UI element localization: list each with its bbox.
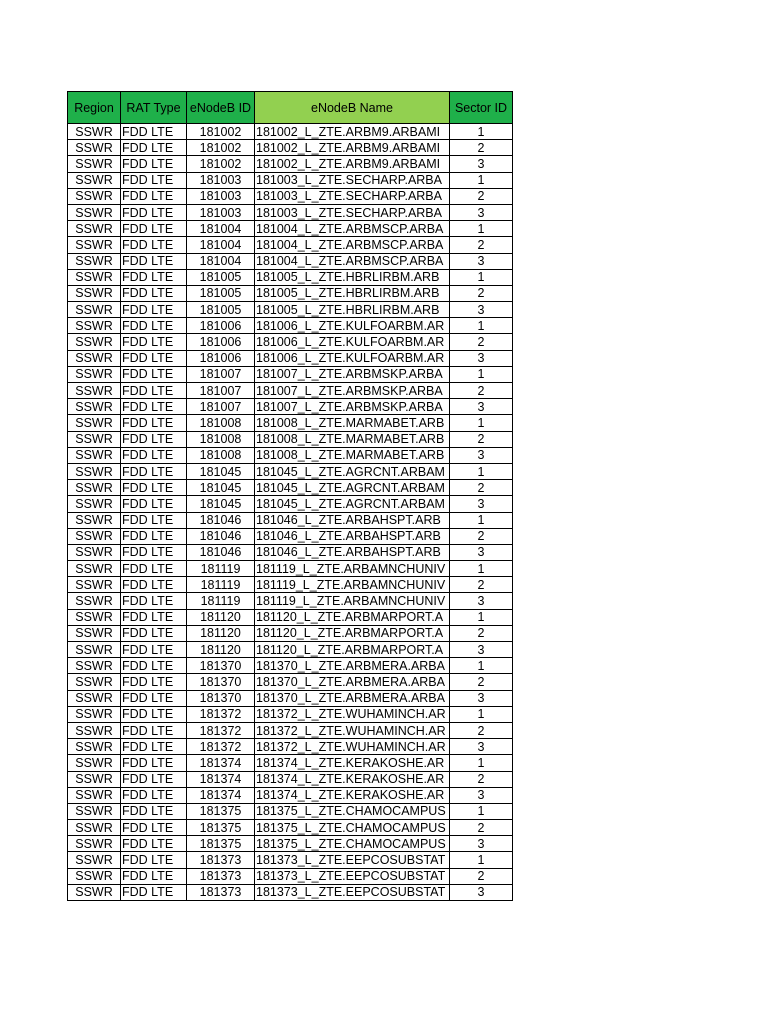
cell-enodeb-name[interactable]: 181120_L_ZTE.ARBMARPORT.A xyxy=(255,642,450,658)
table-row xyxy=(68,334,513,350)
cell-sector-id[interactable]: 3 xyxy=(450,690,513,706)
table-row xyxy=(68,642,513,658)
cell-enodeb-name[interactable]: 181373_L_ZTE.EEPCOSUBSTAT xyxy=(255,852,450,868)
cell-enodeb-name[interactable]: 181005_L_ZTE.HBRLIRBM.ARB xyxy=(255,269,450,285)
header-enodeb-name[interactable]: eNodeB Name xyxy=(255,92,450,124)
cell-enodeb-name[interactable]: 181375_L_ZTE.CHAMOCAMPUS xyxy=(255,803,450,819)
cell-enodeb-id[interactable]: 181120 xyxy=(187,625,255,641)
cell-rat-type[interactable]: FDD LTE xyxy=(121,625,187,641)
cell-enodeb-id[interactable]: 181007 xyxy=(187,366,255,382)
cell-enodeb-name[interactable]: 181007_L_ZTE.ARBMSKP.ARBA xyxy=(255,383,450,399)
cell-enodeb-name[interactable]: 181007_L_ZTE.ARBMSKP.ARBA xyxy=(255,366,450,382)
cell-rat-type[interactable]: FDD LTE xyxy=(121,868,187,884)
cell-region[interactable]: SSWR xyxy=(68,658,121,674)
cell-rat-type[interactable]: FDD LTE xyxy=(121,188,187,204)
cell-sector-id[interactable]: 2 xyxy=(450,868,513,884)
cell-region[interactable]: SSWR xyxy=(68,803,121,819)
table-row xyxy=(68,463,513,479)
cell-rat-type[interactable]: FDD LTE xyxy=(121,739,187,755)
cell-enodeb-name[interactable]: 181370_L_ZTE.ARBMERA.ARBA xyxy=(255,674,450,690)
cell-region[interactable]: SSWR xyxy=(68,156,121,172)
cell-enodeb-id[interactable]: 181005 xyxy=(187,302,255,318)
cell-sector-id[interactable]: 3 xyxy=(450,496,513,512)
cell-sector-id[interactable]: 3 xyxy=(450,544,513,560)
sector-table xyxy=(67,91,513,901)
cell-sector-id[interactable]: 3 xyxy=(450,787,513,803)
cell-rat-type[interactable]: FDD LTE xyxy=(121,318,187,334)
cell-enodeb-id[interactable]: 181370 xyxy=(187,690,255,706)
cell-sector-id[interactable]: 1 xyxy=(450,366,513,382)
cell-rat-type[interactable]: FDD LTE xyxy=(121,496,187,512)
cell-sector-id[interactable]: 1 xyxy=(450,803,513,819)
cell-enodeb-name[interactable]: 181045_L_ZTE.AGRCNT.ARBAM xyxy=(255,496,450,512)
header-region[interactable]: Region xyxy=(68,92,121,124)
cell-rat-type[interactable]: FDD LTE xyxy=(121,512,187,528)
cell-enodeb-name[interactable]: 181003_L_ZTE.SECHARP.ARBA xyxy=(255,188,450,204)
cell-sector-id[interactable]: 2 xyxy=(450,577,513,593)
table-row xyxy=(68,755,513,771)
cell-rat-type[interactable]: FDD LTE xyxy=(121,755,187,771)
table-row xyxy=(68,852,513,868)
cell-region[interactable]: SSWR xyxy=(68,253,121,269)
cell-region[interactable]: SSWR xyxy=(68,868,121,884)
cell-enodeb-id[interactable]: 181002 xyxy=(187,140,255,156)
cell-sector-id[interactable]: 2 xyxy=(450,334,513,350)
cell-rat-type[interactable]: FDD LTE xyxy=(121,221,187,237)
cell-region[interactable]: SSWR xyxy=(68,188,121,204)
table-row xyxy=(68,722,513,738)
cell-rat-type[interactable]: FDD LTE xyxy=(121,852,187,868)
cell-enodeb-id[interactable]: 181006 xyxy=(187,318,255,334)
cell-enodeb-name[interactable]: 181002_L_ZTE.ARBM9.ARBAMI xyxy=(255,140,450,156)
cell-sector-id[interactable]: 1 xyxy=(450,609,513,625)
cell-enodeb-id[interactable]: 181002 xyxy=(187,124,255,140)
cell-sector-id[interactable]: 3 xyxy=(450,836,513,852)
table-row xyxy=(68,625,513,641)
table-row xyxy=(68,302,513,318)
cell-sector-id[interactable]: 1 xyxy=(450,561,513,577)
cell-rat-type[interactable]: FDD LTE xyxy=(121,884,187,900)
cell-rat-type[interactable]: FDD LTE xyxy=(121,124,187,140)
cell-region[interactable]: SSWR xyxy=(68,366,121,382)
cell-sector-id[interactable]: 3 xyxy=(450,884,513,900)
cell-rat-type[interactable]: FDD LTE xyxy=(121,366,187,382)
table-row xyxy=(68,771,513,787)
table-body xyxy=(68,124,513,901)
table-row xyxy=(68,609,513,625)
cell-sector-id[interactable]: 2 xyxy=(450,528,513,544)
cell-region[interactable]: SSWR xyxy=(68,399,121,415)
cell-sector-id[interactable]: 2 xyxy=(450,625,513,641)
cell-enodeb-name[interactable]: 181004_L_ZTE.ARBMSCP.ARBA xyxy=(255,253,450,269)
cell-region[interactable]: SSWR xyxy=(68,237,121,253)
cell-enodeb-id[interactable]: 181008 xyxy=(187,415,255,431)
cell-enodeb-id[interactable]: 181045 xyxy=(187,496,255,512)
cell-enodeb-name[interactable]: 181045_L_ZTE.AGRCNT.ARBAM xyxy=(255,463,450,479)
cell-sector-id[interactable]: 2 xyxy=(450,285,513,301)
cell-region[interactable]: SSWR xyxy=(68,609,121,625)
cell-sector-id[interactable]: 2 xyxy=(450,771,513,787)
cell-region[interactable]: SSWR xyxy=(68,722,121,738)
cell-enodeb-name[interactable]: 181120_L_ZTE.ARBMARPORT.A xyxy=(255,609,450,625)
cell-enodeb-name[interactable]: 181372_L_ZTE.WUHAMINCH.AR xyxy=(255,722,450,738)
cell-region[interactable]: SSWR xyxy=(68,706,121,722)
cell-region[interactable]: SSWR xyxy=(68,755,121,771)
cell-enodeb-id[interactable]: 181003 xyxy=(187,172,255,188)
cell-enodeb-name[interactable]: 181006_L_ZTE.KULFOARBM.AR xyxy=(255,318,450,334)
cell-rat-type[interactable]: FDD LTE xyxy=(121,820,187,836)
table-row xyxy=(68,803,513,819)
cell-sector-id[interactable]: 2 xyxy=(450,431,513,447)
cell-enodeb-id[interactable]: 181005 xyxy=(187,285,255,301)
cell-enodeb-id[interactable]: 181119 xyxy=(187,577,255,593)
cell-region[interactable]: SSWR xyxy=(68,739,121,755)
header-row xyxy=(68,92,513,124)
cell-enodeb-name[interactable]: 181006_L_ZTE.KULFOARBM.AR xyxy=(255,334,450,350)
cell-enodeb-id[interactable]: 181005 xyxy=(187,269,255,285)
cell-region[interactable]: SSWR xyxy=(68,447,121,463)
cell-rat-type[interactable]: FDD LTE xyxy=(121,350,187,366)
cell-enodeb-id[interactable]: 181008 xyxy=(187,447,255,463)
cell-enodeb-id[interactable]: 181374 xyxy=(187,755,255,771)
cell-sector-id[interactable]: 2 xyxy=(450,820,513,836)
table-row xyxy=(68,204,513,220)
cell-enodeb-name[interactable]: 181370_L_ZTE.ARBMERA.ARBA xyxy=(255,690,450,706)
cell-enodeb-name[interactable]: 181374_L_ZTE.KERAKOSHE.AR xyxy=(255,771,450,787)
cell-enodeb-id[interactable]: 181120 xyxy=(187,642,255,658)
cell-enodeb-name[interactable]: 181373_L_ZTE.EEPCOSUBSTAT xyxy=(255,884,450,900)
cell-sector-id[interactable]: 2 xyxy=(450,140,513,156)
cell-sector-id[interactable]: 3 xyxy=(450,642,513,658)
cell-rat-type[interactable]: FDD LTE xyxy=(121,415,187,431)
cell-sector-id[interactable]: 3 xyxy=(450,253,513,269)
cell-enodeb-id[interactable]: 181003 xyxy=(187,188,255,204)
table-row xyxy=(68,140,513,156)
table-row xyxy=(68,124,513,140)
cell-region[interactable]: SSWR xyxy=(68,884,121,900)
table-row xyxy=(68,528,513,544)
cell-region[interactable]: SSWR xyxy=(68,496,121,512)
cell-enodeb-name[interactable]: 181004_L_ZTE.ARBMSCP.ARBA xyxy=(255,221,450,237)
table-row xyxy=(68,383,513,399)
cell-region[interactable]: SSWR xyxy=(68,674,121,690)
cell-rat-type[interactable]: FDD LTE xyxy=(121,642,187,658)
cell-region[interactable]: SSWR xyxy=(68,463,121,479)
table-row xyxy=(68,366,513,382)
cell-enodeb-name[interactable]: 181002_L_ZTE.ARBM9.ARBAMI xyxy=(255,124,450,140)
cell-enodeb-name[interactable]: 181008_L_ZTE.MARMABET.ARB xyxy=(255,431,450,447)
cell-region[interactable]: SSWR xyxy=(68,318,121,334)
cell-enodeb-name[interactable]: 181119_L_ZTE.ARBAMNCHUNIV xyxy=(255,561,450,577)
cell-rat-type[interactable]: FDD LTE xyxy=(121,204,187,220)
table-row xyxy=(68,884,513,900)
cell-sector-id[interactable]: 1 xyxy=(450,852,513,868)
table-row xyxy=(68,269,513,285)
cell-enodeb-id[interactable]: 181046 xyxy=(187,544,255,560)
cell-enodeb-name[interactable]: 181003_L_ZTE.SECHARP.ARBA xyxy=(255,172,450,188)
cell-region[interactable]: SSWR xyxy=(68,415,121,431)
cell-rat-type[interactable]: FDD LTE xyxy=(121,544,187,560)
table-row xyxy=(68,658,513,674)
cell-enodeb-id[interactable]: 181373 xyxy=(187,868,255,884)
cell-sector-id[interactable]: 1 xyxy=(450,463,513,479)
table-row xyxy=(68,706,513,722)
cell-region[interactable]: SSWR xyxy=(68,820,121,836)
cell-sector-id[interactable]: 1 xyxy=(450,512,513,528)
table-row xyxy=(68,544,513,560)
table-row xyxy=(68,350,513,366)
cell-rat-type[interactable]: FDD LTE xyxy=(121,690,187,706)
cell-region[interactable]: SSWR xyxy=(68,625,121,641)
cell-enodeb-id[interactable]: 181004 xyxy=(187,237,255,253)
cell-rat-type[interactable]: FDD LTE xyxy=(121,431,187,447)
cell-enodeb-name[interactable]: 181006_L_ZTE.KULFOARBM.AR xyxy=(255,350,450,366)
cell-enodeb-name[interactable]: 181372_L_ZTE.WUHAMINCH.AR xyxy=(255,706,450,722)
cell-rat-type[interactable]: FDD LTE xyxy=(121,140,187,156)
cell-rat-type[interactable]: FDD LTE xyxy=(121,593,187,609)
cell-enodeb-id[interactable]: 181120 xyxy=(187,609,255,625)
table-row xyxy=(68,253,513,269)
cell-rat-type[interactable]: FDD LTE xyxy=(121,334,187,350)
cell-enodeb-id[interactable]: 181375 xyxy=(187,836,255,852)
cell-region[interactable]: SSWR xyxy=(68,528,121,544)
cell-region[interactable]: SSWR xyxy=(68,350,121,366)
table-row xyxy=(68,690,513,706)
cell-rat-type[interactable]: FDD LTE xyxy=(121,528,187,544)
cell-enodeb-name[interactable]: 181374_L_ZTE.KERAKOSHE.AR xyxy=(255,787,450,803)
table-row xyxy=(68,674,513,690)
cell-rat-type[interactable]: FDD LTE xyxy=(121,577,187,593)
cell-rat-type[interactable]: FDD LTE xyxy=(121,787,187,803)
cell-enodeb-name[interactable]: 181004_L_ZTE.ARBMSCP.ARBA xyxy=(255,237,450,253)
cell-sector-id[interactable]: 3 xyxy=(450,447,513,463)
cell-region[interactable]: SSWR xyxy=(68,852,121,868)
header-sector-id[interactable]: Sector ID xyxy=(450,92,513,124)
cell-sector-id[interactable]: 2 xyxy=(450,188,513,204)
cell-region[interactable]: SSWR xyxy=(68,431,121,447)
cell-enodeb-name[interactable]: 181008_L_ZTE.MARMABET.ARB xyxy=(255,415,450,431)
cell-rat-type[interactable]: FDD LTE xyxy=(121,269,187,285)
table-row xyxy=(68,188,513,204)
cell-rat-type[interactable]: FDD LTE xyxy=(121,803,187,819)
cell-sector-id[interactable]: 2 xyxy=(450,237,513,253)
cell-sector-id[interactable]: 1 xyxy=(450,318,513,334)
cell-rat-type[interactable]: FDD LTE xyxy=(121,383,187,399)
cell-enodeb-id[interactable]: 181119 xyxy=(187,593,255,609)
cell-sector-id[interactable]: 1 xyxy=(450,124,513,140)
cell-sector-id[interactable]: 3 xyxy=(450,302,513,318)
cell-sector-id[interactable]: 2 xyxy=(450,480,513,496)
cell-sector-id[interactable]: 1 xyxy=(450,658,513,674)
cell-enodeb-name[interactable]: 181007_L_ZTE.ARBMSKP.ARBA xyxy=(255,399,450,415)
cell-enodeb-id[interactable]: 181003 xyxy=(187,204,255,220)
cell-region[interactable]: SSWR xyxy=(68,334,121,350)
cell-enodeb-id[interactable]: 181370 xyxy=(187,658,255,674)
table-row xyxy=(68,447,513,463)
cell-region[interactable]: SSWR xyxy=(68,285,121,301)
cell-sector-id[interactable]: 2 xyxy=(450,383,513,399)
cell-enodeb-id[interactable]: 181374 xyxy=(187,771,255,787)
cell-enodeb-name[interactable]: 181005_L_ZTE.HBRLIRBM.ARB xyxy=(255,285,450,301)
cell-rat-type[interactable]: FDD LTE xyxy=(121,156,187,172)
cell-enodeb-id[interactable]: 181370 xyxy=(187,674,255,690)
cell-sector-id[interactable]: 3 xyxy=(450,350,513,366)
cell-sector-id[interactable]: 3 xyxy=(450,739,513,755)
table-row xyxy=(68,399,513,415)
cell-region[interactable]: SSWR xyxy=(68,204,121,220)
cell-enodeb-id[interactable]: 181372 xyxy=(187,739,255,755)
cell-enodeb-id[interactable]: 181375 xyxy=(187,803,255,819)
cell-rat-type[interactable]: FDD LTE xyxy=(121,480,187,496)
cell-enodeb-id[interactable]: 181007 xyxy=(187,399,255,415)
header-enodeb-id[interactable]: eNodeB ID xyxy=(187,92,255,124)
cell-enodeb-id[interactable]: 181372 xyxy=(187,722,255,738)
cell-enodeb-id[interactable]: 181004 xyxy=(187,253,255,269)
table-row xyxy=(68,577,513,593)
cell-region[interactable]: SSWR xyxy=(68,690,121,706)
cell-region[interactable]: SSWR xyxy=(68,512,121,528)
cell-enodeb-id[interactable]: 181045 xyxy=(187,480,255,496)
cell-region[interactable]: SSWR xyxy=(68,593,121,609)
table-header xyxy=(68,92,513,124)
cell-enodeb-name[interactable]: 181003_L_ZTE.SECHARP.ARBA xyxy=(255,204,450,220)
cell-enodeb-name[interactable]: 181046_L_ZTE.ARBAHSPT.ARB xyxy=(255,528,450,544)
cell-enodeb-id[interactable]: 181374 xyxy=(187,787,255,803)
cell-region[interactable]: SSWR xyxy=(68,172,121,188)
table-row xyxy=(68,172,513,188)
cell-enodeb-id[interactable]: 181008 xyxy=(187,431,255,447)
cell-enodeb-name[interactable]: 181045_L_ZTE.AGRCNT.ARBAM xyxy=(255,480,450,496)
cell-enodeb-name[interactable]: 181008_L_ZTE.MARMABET.ARB xyxy=(255,447,450,463)
cell-sector-id[interactable]: 3 xyxy=(450,593,513,609)
table-row xyxy=(68,285,513,301)
cell-enodeb-name[interactable]: 181375_L_ZTE.CHAMOCAMPUS xyxy=(255,820,450,836)
cell-enodeb-name[interactable]: 181373_L_ZTE.EEPCOSUBSTAT xyxy=(255,868,450,884)
cell-enodeb-name[interactable]: 181046_L_ZTE.ARBAHSPT.ARB xyxy=(255,544,450,560)
cell-enodeb-id[interactable]: 181046 xyxy=(187,512,255,528)
cell-enodeb-name[interactable]: 181046_L_ZTE.ARBAHSPT.ARB xyxy=(255,512,450,528)
cell-rat-type[interactable]: FDD LTE xyxy=(121,561,187,577)
table-row xyxy=(68,496,513,512)
cell-region[interactable]: SSWR xyxy=(68,561,121,577)
table-row xyxy=(68,415,513,431)
cell-rat-type[interactable]: FDD LTE xyxy=(121,447,187,463)
cell-enodeb-name[interactable]: 181119_L_ZTE.ARBAMNCHUNIV xyxy=(255,593,450,609)
table-row xyxy=(68,739,513,755)
cell-region[interactable]: SSWR xyxy=(68,302,121,318)
table-row xyxy=(68,820,513,836)
cell-enodeb-id[interactable]: 181373 xyxy=(187,852,255,868)
cell-rat-type[interactable]: FDD LTE xyxy=(121,722,187,738)
table-row xyxy=(68,431,513,447)
cell-sector-id[interactable]: 1 xyxy=(450,221,513,237)
table-row xyxy=(68,480,513,496)
cell-sector-id[interactable]: 2 xyxy=(450,722,513,738)
cell-enodeb-name[interactable]: 181375_L_ZTE.CHAMOCAMPUS xyxy=(255,836,450,852)
table-row xyxy=(68,221,513,237)
cell-enodeb-id[interactable]: 181002 xyxy=(187,156,255,172)
cell-enodeb-name[interactable]: 181374_L_ZTE.KERAKOSHE.AR xyxy=(255,755,450,771)
cell-sector-id[interactable]: 3 xyxy=(450,399,513,415)
cell-sector-id[interactable]: 1 xyxy=(450,706,513,722)
header-rat-type[interactable]: RAT Type xyxy=(121,92,187,124)
cell-region[interactable]: SSWR xyxy=(68,480,121,496)
cell-enodeb-id[interactable]: 181045 xyxy=(187,463,255,479)
table-row xyxy=(68,156,513,172)
table-row xyxy=(68,868,513,884)
table-row xyxy=(68,237,513,253)
cell-rat-type[interactable]: FDD LTE xyxy=(121,658,187,674)
cell-rat-type[interactable]: FDD LTE xyxy=(121,463,187,479)
cell-enodeb-name[interactable]: 181005_L_ZTE.HBRLIRBM.ARB xyxy=(255,302,450,318)
table-row xyxy=(68,836,513,852)
cell-enodeb-id[interactable]: 181119 xyxy=(187,561,255,577)
cell-enodeb-id[interactable]: 181006 xyxy=(187,334,255,350)
table-row xyxy=(68,512,513,528)
cell-region[interactable]: SSWR xyxy=(68,577,121,593)
cell-region[interactable]: SSWR xyxy=(68,544,121,560)
cell-sector-id[interactable]: 1 xyxy=(450,172,513,188)
cell-rat-type[interactable]: FDD LTE xyxy=(121,172,187,188)
cell-rat-type[interactable]: FDD LTE xyxy=(121,674,187,690)
cell-region[interactable]: SSWR xyxy=(68,269,121,285)
table-row xyxy=(68,318,513,334)
cell-sector-id[interactable]: 3 xyxy=(450,156,513,172)
cell-enodeb-name[interactable]: 181119_L_ZTE.ARBAMNCHUNIV xyxy=(255,577,450,593)
cell-rat-type[interactable]: FDD LTE xyxy=(121,706,187,722)
cell-region[interactable]: SSWR xyxy=(68,140,121,156)
cell-enodeb-name[interactable]: 181370_L_ZTE.ARBMERA.ARBA xyxy=(255,658,450,674)
cell-region[interactable]: SSWR xyxy=(68,771,121,787)
cell-enodeb-id[interactable]: 181373 xyxy=(187,884,255,900)
cell-enodeb-id[interactable]: 181004 xyxy=(187,221,255,237)
cell-enodeb-id[interactable]: 181046 xyxy=(187,528,255,544)
cell-rat-type[interactable]: FDD LTE xyxy=(121,253,187,269)
cell-region[interactable]: SSWR xyxy=(68,221,121,237)
cell-enodeb-id[interactable]: 181006 xyxy=(187,350,255,366)
cell-region[interactable]: SSWR xyxy=(68,787,121,803)
cell-rat-type[interactable]: FDD LTE xyxy=(121,237,187,253)
cell-sector-id[interactable]: 1 xyxy=(450,415,513,431)
cell-enodeb-id[interactable]: 181372 xyxy=(187,706,255,722)
cell-region[interactable]: SSWR xyxy=(68,383,121,399)
cell-sector-id[interactable]: 1 xyxy=(450,269,513,285)
cell-region[interactable]: SSWR xyxy=(68,836,121,852)
cell-enodeb-name[interactable]: 181372_L_ZTE.WUHAMINCH.AR xyxy=(255,739,450,755)
cell-region[interactable]: SSWR xyxy=(68,124,121,140)
cell-enodeb-name[interactable]: 181120_L_ZTE.ARBMARPORT.A xyxy=(255,625,450,641)
cell-enodeb-id[interactable]: 181007 xyxy=(187,383,255,399)
table-row xyxy=(68,593,513,609)
cell-rat-type[interactable]: FDD LTE xyxy=(121,609,187,625)
cell-region[interactable]: SSWR xyxy=(68,642,121,658)
cell-rat-type[interactable]: FDD LTE xyxy=(121,836,187,852)
cell-sector-id[interactable]: 2 xyxy=(450,674,513,690)
table-row xyxy=(68,561,513,577)
cell-rat-type[interactable]: FDD LTE xyxy=(121,399,187,415)
cell-rat-type[interactable]: FDD LTE xyxy=(121,771,187,787)
cell-rat-type[interactable]: FDD LTE xyxy=(121,285,187,301)
cell-sector-id[interactable]: 3 xyxy=(450,204,513,220)
cell-sector-id[interactable]: 1 xyxy=(450,755,513,771)
cell-enodeb-id[interactable]: 181375 xyxy=(187,820,255,836)
cell-enodeb-name[interactable]: 181002_L_ZTE.ARBM9.ARBAMI xyxy=(255,156,450,172)
table-row xyxy=(68,787,513,803)
cell-rat-type[interactable]: FDD LTE xyxy=(121,302,187,318)
